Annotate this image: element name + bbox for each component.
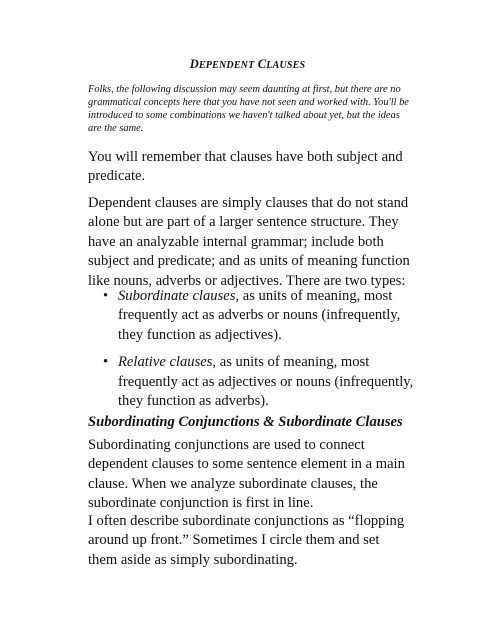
definition-relative-clauses: , as units of meaning, most frequently act as adjectives or nouns (infrequently, they function as adverbs). [118,354,414,410]
bullet-marker: • [103,354,109,371]
paragraph-clauses-reminder: You will remember that clauses have both subject and predicate. [88,149,403,185]
term-subordinate-clauses: Subordinate clauses [118,288,236,304]
paragraph-dependent-clauses: Dependent clauses are simply clauses that do not stand alone but are part of a larger sentence structure. They have an analyzable internal grammar; include both subject and predicate; and as units of meaning function like nouns, adverbs or adjectives. There are two types: [88,195,410,289]
bullet-marker: • [103,288,109,304]
definition-subordinate-clauses: , as units of meaning, most frequently act as adverbs or nouns (infrequently, they function as adjectives). [118,288,401,343]
list-item-subordinate-clauses [88,287,418,345]
page-title [0,57,495,72]
title-initial-2: C [254,57,267,71]
title-smallcaps-1: EPENDENT [198,60,255,71]
title-initial-1: D [189,57,199,71]
section-heading: Subordinating Conjunctions & Subordinate Clauses [88,414,403,430]
paragraph-subordinating-conjunctions: Subordinating conjunctions are used to connect dependent clauses to some sentence element in a main clause. When we analyze subordinate clauses, the subordinate conjunction is first in line. [88,437,405,512]
intro-note: Folks, the following discussion may seem daunting at first, but there are no grammatical concepts here that you have not seen and worked with. You'll be introduced to some combinations we haven't talked about yet, but the ideas are the same. [88,84,409,134]
paragraph-flopping-around: I often describe subordinate conjunctions as “flopping around up front.” Sometimes I circle them and set them aside as simply subordinating. [88,513,405,568]
term-relative-clauses: Relative clauses [118,354,213,371]
clause-types-list [88,287,418,419]
title-smallcaps-2: LAUSES [266,60,306,71]
list-item-relative-clauses [88,353,418,411]
